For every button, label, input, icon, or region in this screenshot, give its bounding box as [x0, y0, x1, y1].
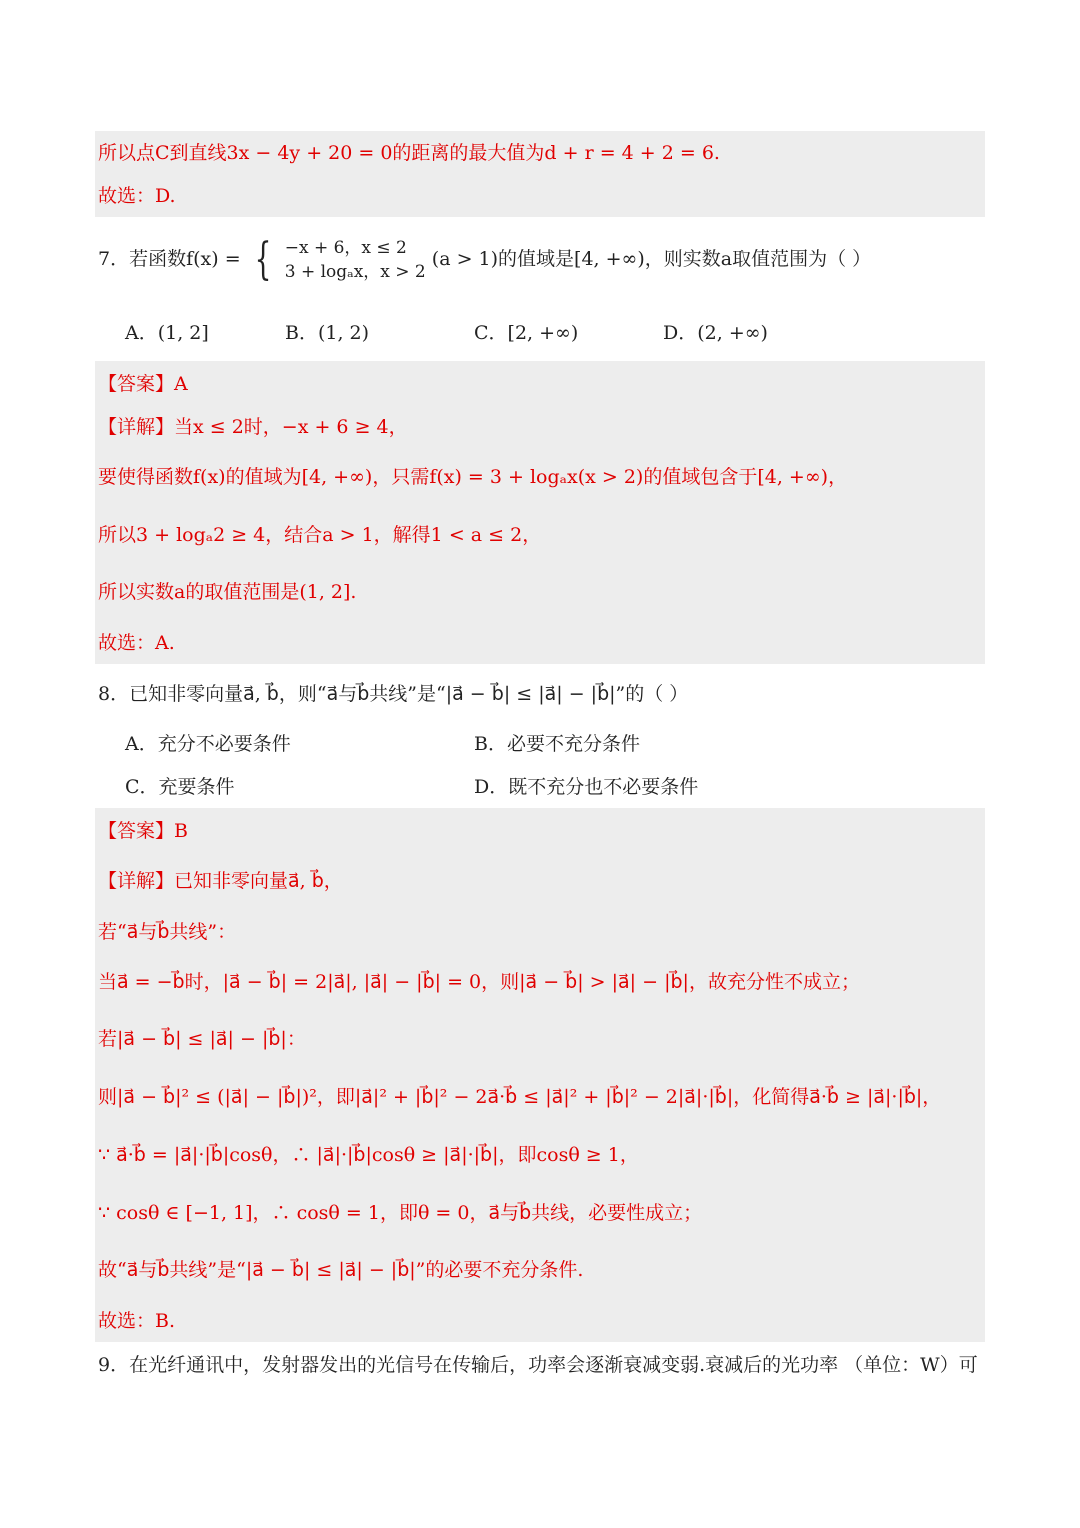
q8-detail-3: 当a⃗ = −b⃗时，|a⃗ − b⃗| = 2|a⃗|, |a⃗| − |b⃗| = 0，则|a⃗ − b⃗| > |a⃗| − |b⃗|，故充分性不成立； — [98, 971, 860, 993]
q8-detail-1: 【详解】已知非零向量a⃗, b⃗， — [98, 870, 343, 892]
question-9-stem: 9．在光纤通讯中，发射器发出的光信号在传输后，功率会逐渐衰减变弱.衰减后的光功率 （单位：W）可 — [98, 1354, 978, 1376]
q8-detail-8: 故“a⃗与b⃗共线”是“|a⃗ − b⃗| ≤ |a⃗| − |b⃗|”的必要不充分条件. — [98, 1259, 584, 1281]
q7-detail-4: 所以实数a的取值范围是(1, 2]. — [98, 581, 357, 603]
q7-stem-post: (a > 1)的值域是[4, +∞)，则实数a取值范围为（ ） — [431, 248, 872, 270]
question-7-stem — [98, 236, 871, 284]
q7-brace: { — [254, 234, 272, 285]
question-8-stem: 8．已知非零向量a⃗, b⃗，则“a⃗与b⃗共线”是“|a⃗ − b⃗| ≤ |a⃗| − |b⃗|”的（ ） — [98, 683, 689, 705]
q7-option-b: B．(1, 2) — [285, 322, 370, 344]
q7-answer: 【答案】A — [98, 373, 188, 395]
q8-detail-5: 则|a⃗ − b⃗|² ≤ (|a⃗| − |b⃗|)²，即|a⃗|² + |b⃗|² − 2a⃗·b⃗ ≤ |a⃗|² + |b⃗|² − 2|a⃗|·|b⃗|，化简得a⃗·b⃗ ≥ |a⃗|·|b⃗|， — [98, 1086, 942, 1108]
q8-detail-6: ∵ a⃗·b⃗ = |a⃗|·|b⃗|cosθ，∴ |a⃗|·|b⃗|cosθ ≥ |a⃗|·|b⃗|，即cosθ ≥ 1， — [98, 1144, 639, 1166]
q8-option-d: D．既不充分也不必要条件 — [474, 776, 699, 798]
q8-option-a: A．充分不必要条件 — [125, 733, 291, 755]
q8-detail-4: 若|a⃗ − b⃗| ≤ |a⃗| − |b⃗|： — [98, 1028, 306, 1050]
q8-answer: 【答案】B — [98, 820, 188, 842]
prev-solution-line: 所以点C到直线3x − 4y + 20 = 0的距离的最大值为d + r = 4 + 2 = 6. — [98, 142, 720, 164]
q8-detail-9: 故选：B. — [98, 1310, 176, 1332]
q7-piecewise — [285, 236, 426, 284]
q7-solution-block — [95, 361, 985, 664]
q7-detail-3: 所以3 + logₐ2 ≥ 4，结合a > 1，解得1 < a ≤ 2， — [98, 524, 542, 546]
q7-case-2: 3 + logₐx，x > 2 — [284, 262, 426, 282]
q8-option-b: B．必要不充分条件 — [474, 733, 640, 755]
q7-stem-pre: 7．若函数f(x) = — [98, 248, 241, 270]
q8-detail-7: ∵ cosθ ∈ [−1, 1]，∴ cosθ = 1，即θ = 0，a⃗与b⃗共线，必要性成立； — [98, 1202, 703, 1224]
q7-option-a: A．(1, 2] — [125, 322, 209, 344]
q7-detail-2: 要使得函数f(x)的值域为[4, +∞)，只需f(x) = 3 + logₐx(x > 2)的值域包含于[4, +∞)， — [98, 466, 848, 488]
q7-detail-1: 【详解】当x ≤ 2时，−x + 6 ≥ 4， — [98, 416, 408, 438]
q8-detail-2: 若“a⃗与b⃗共线”： — [98, 921, 237, 943]
q7-case-1: −x + 6，x ≤ 2 — [284, 238, 407, 258]
q8-option-c: C．充要条件 — [125, 776, 235, 798]
q7-option-d: D．(2, +∞) — [663, 322, 768, 344]
q7-detail-5: 故选：A. — [98, 632, 175, 654]
prev-solution-choice: 故选：D. — [98, 185, 176, 207]
q7-option-c: C．[2, +∞) — [474, 322, 579, 344]
